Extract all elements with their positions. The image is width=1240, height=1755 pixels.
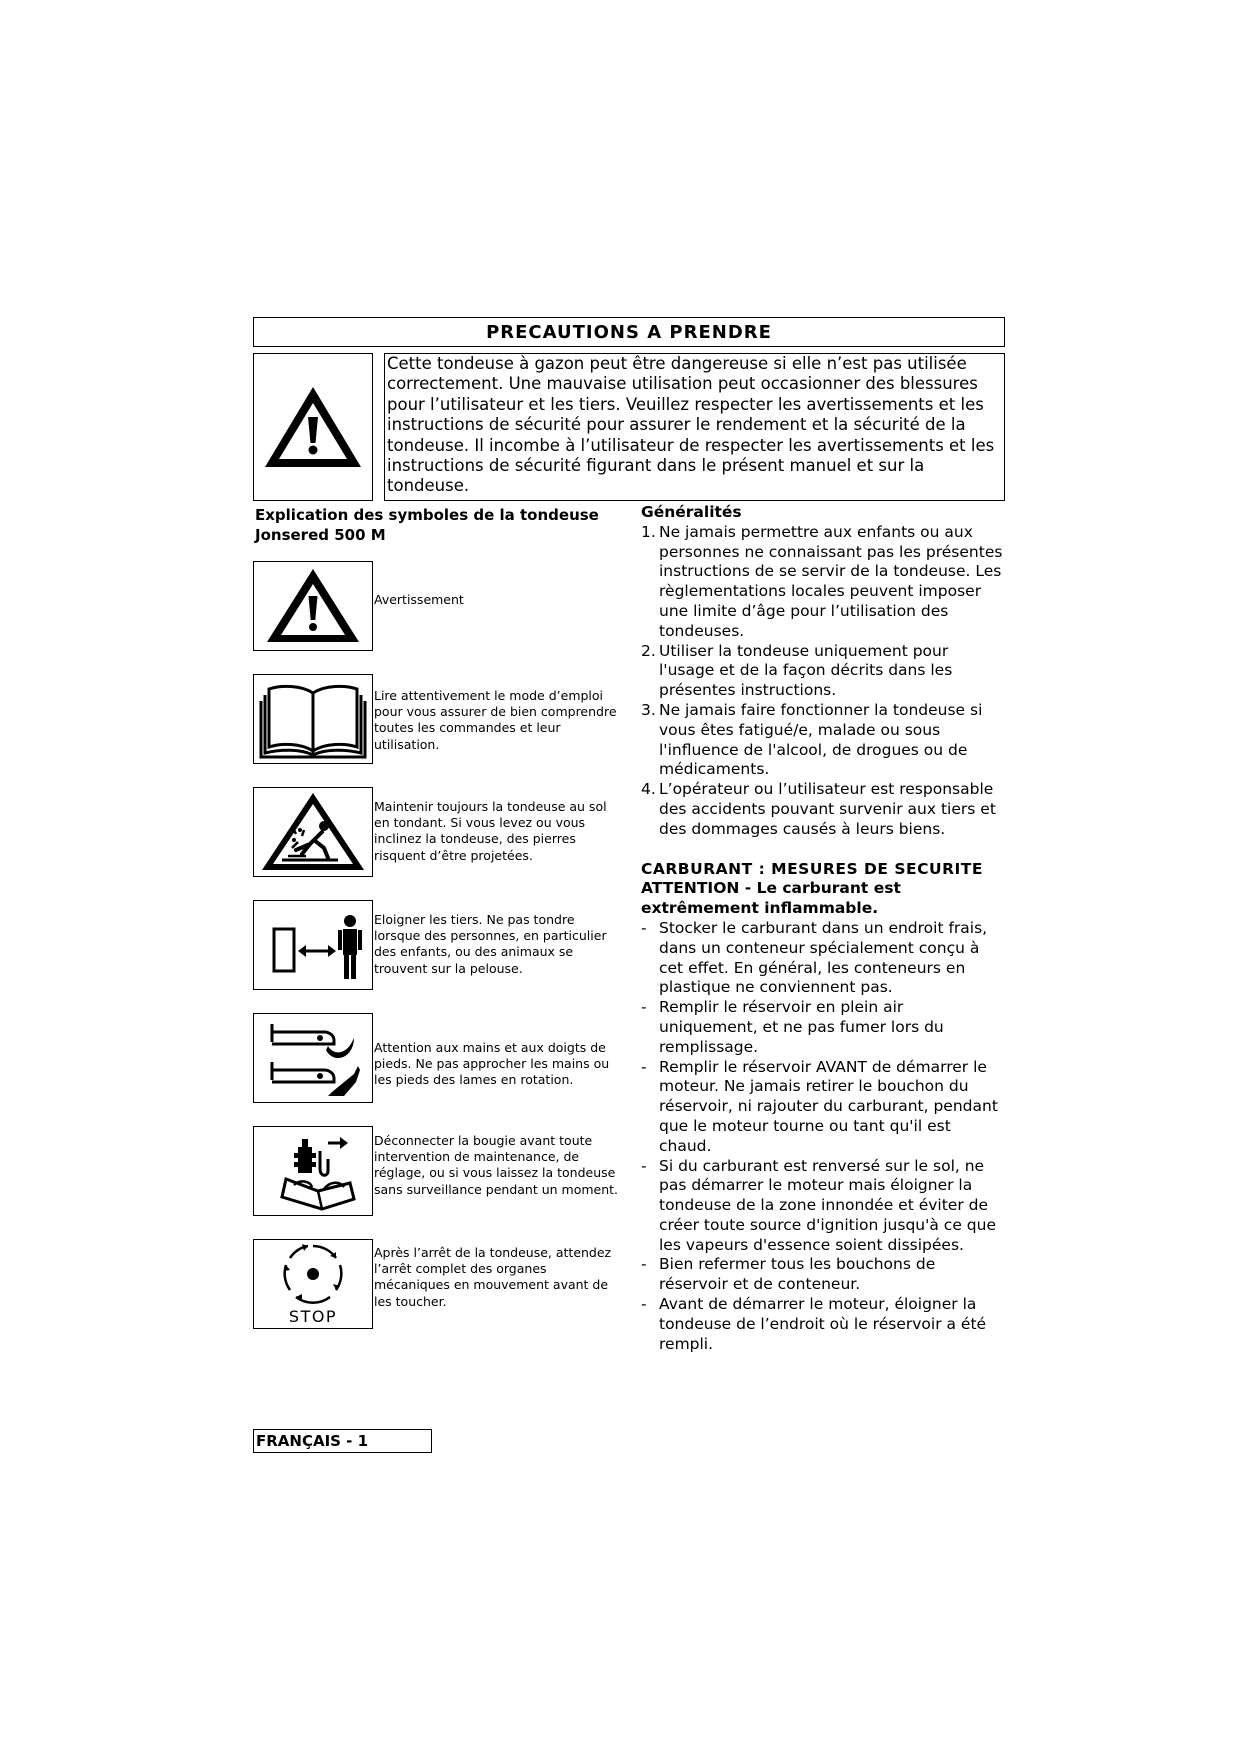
- item-text: Stocker le carburant dans un endroit frais, dans un conteneur spécialement conçu à cet effet. En général, les conteneurs en plastique ne conviennent pas.: [659, 918, 988, 997]
- item-marker: -: [641, 1156, 647, 1175]
- carburant-item: [641, 1255, 1006, 1295]
- page-title: PRECAUTIONS A PRENDRE: [486, 321, 772, 343]
- item-text: Ne jamais permettre aux enfants ou aux personnes ne connaissant pas les présentes instructions de se servir de la tondeuse. Les règlementations locales peuvent imposer une limite d’âge pour l’utilisation des tondeuses.: [659, 522, 1003, 640]
- generalites-item: [641, 642, 1006, 701]
- page-title-box: [253, 317, 1005, 347]
- symbol-text-keep-distance: Eloigner les tiers. Ne pas tondre lorsque des personnes, en particulier des enfants, ou des animaux se trouvent sur la pelouse.: [374, 912, 607, 976]
- intro-warning-icon-box: [253, 353, 373, 501]
- item-marker: -: [641, 918, 647, 937]
- carburant-attention-line1: ATTENTION - Le carburant est: [641, 879, 901, 898]
- generalites-item: [641, 701, 1006, 780]
- page-footer: [253, 1429, 432, 1453]
- symbol-text-read-manual: Lire attentivement le mode d’emploi pour vous assurer de bien comprendre toutes les commandes et leur utilisation.: [374, 688, 617, 752]
- symbol-text-spark-plug: Déconnecter la bougie avant toute intervention de maintenance, de réglage, ou si vous laissez la tondeuse sans surveillance pendant un moment.: [374, 1133, 619, 1197]
- stop-blade-icon: [278, 1243, 348, 1305]
- carburant-item: [641, 1295, 1006, 1354]
- symbol-text-stop: Après l’arrêt de la tondeuse, attendez l’arrêt complet des organes mécaniques en mouvement avant de les toucher.: [374, 1245, 612, 1309]
- item-marker: -: [641, 1255, 647, 1274]
- carburant-item: [641, 919, 1006, 998]
- carburant-item: [641, 1157, 1006, 1256]
- symbols-heading: [255, 505, 625, 545]
- page-number-label: FRANÇAIS - 1: [256, 1432, 369, 1450]
- item-marker: -: [641, 998, 647, 1017]
- symbol-box-keep-distance: [253, 900, 373, 990]
- item-text: L’opérateur ou l’utilisateur est responsable des accidents pouvant survenir aux tiers et des dommages causés à leurs biens.: [659, 780, 996, 838]
- item-marker: 4.: [641, 780, 656, 799]
- symbol-box-hands-feet: [253, 1013, 373, 1103]
- generalites-item: [641, 780, 1006, 839]
- symbol-box-spark-plug: [253, 1126, 373, 1216]
- generalites-heading: Généralités: [641, 503, 742, 521]
- symbol-box-stop: [253, 1239, 373, 1329]
- carburant-heading: CARBURANT : MESURES DE SECURITE: [641, 859, 983, 878]
- item-marker: 2.: [641, 641, 656, 660]
- item-text: Bien refermer tous les bouchons de réservoir et de conteneur.: [659, 1255, 936, 1294]
- item-marker: 1.: [641, 522, 656, 541]
- symbol-box-thrown-objects: [253, 787, 373, 877]
- symbols-heading-line1: Explication des symboles de la tondeuse: [255, 506, 599, 524]
- symbol-text-hands-feet: Attention aux mains et aux doigts de pieds. Ne pas approcher les mains ou les pieds des lames en rotation.: [374, 1040, 610, 1088]
- carburant-attention-line2: extrêmement inflammable.: [641, 899, 879, 918]
- carburant-item: [641, 1058, 1006, 1157]
- item-text: Si du carburant est renversé sur le sol, ne pas démarrer le moteur mais éloigner la tondeuse de la zone innondée et éviter de créer toute source d'ignition jusqu'à ce que les vapeurs d'essence soient dissipées.: [659, 1156, 996, 1254]
- item-marker: -: [641, 1057, 647, 1076]
- right-column: [641, 503, 1006, 1354]
- symbol-text-warning: Avertissement: [374, 592, 464, 607]
- item-text: Avant de démarrer le moteur, éloigner la tondeuse de l’endroit où le réservoir a été rempli.: [659, 1295, 987, 1353]
- intro-text: Cette tondeuse à gazon peut être dangereuse si elle n’est pas utilisée correctement. Une mauvaise utilisation peut occasionner des blessures pour l’utilisateur et les tiers. Veuillez respecter les avertissements et les instructions de sécurité pour assurer le rendement et la sécurité de la tondeuse. Il incombe à l’utilisateur de respecter les avertissements et les instructions de sécurité figurant dans le présent manuel et sur la tondeuse.: [384, 353, 1005, 501]
- item-text: Ne jamais faire fonctionner la tondeuse si vous êtes fatigué/e, malade ou sous l'influence de l'alcool, de drogues ou de médicaments.: [659, 700, 983, 779]
- keep-distance-icon: [258, 905, 368, 985]
- item-text: Remplir le réservoir en plein air uniquement, et ne pas fumer lors du remplissage.: [659, 998, 944, 1056]
- symbol-box-warning: [253, 561, 373, 651]
- item-marker: 3.: [641, 700, 656, 719]
- warning-triangle-icon: [263, 566, 363, 646]
- thrown-objects-icon: [258, 790, 368, 874]
- symbol-box-read-manual: [253, 674, 373, 764]
- open-book-icon: [257, 679, 369, 759]
- item-text: Utiliser la tondeuse uniquement pour l'usage et de la façon décrits dans les présentes instructions.: [659, 641, 953, 700]
- warning-triangle-icon: [261, 383, 365, 471]
- stop-label: STOP: [288, 1306, 338, 1326]
- symbols-heading-line2: Jonsered 500 M: [255, 526, 386, 544]
- hand-foot-blade-icon: [258, 1016, 368, 1100]
- spark-plug-manual-icon: [258, 1129, 368, 1213]
- generalites-item: [641, 523, 1006, 642]
- carburant-item: [641, 998, 1006, 1057]
- symbol-text-thrown-objects: Maintenir toujours la tondeuse au sol en tondant. Si vous levez ou vous inclinez la tondeuse, des pierres risquent d’être projetées.: [374, 799, 607, 863]
- item-text: Remplir le réservoir AVANT de démarrer le moteur. Ne jamais retirer le bouchon du réservoir, ni rajouter du carburant, pendant que le moteur tourne ou tant qu'il est chaud.: [659, 1057, 998, 1155]
- item-marker: -: [641, 1295, 647, 1314]
